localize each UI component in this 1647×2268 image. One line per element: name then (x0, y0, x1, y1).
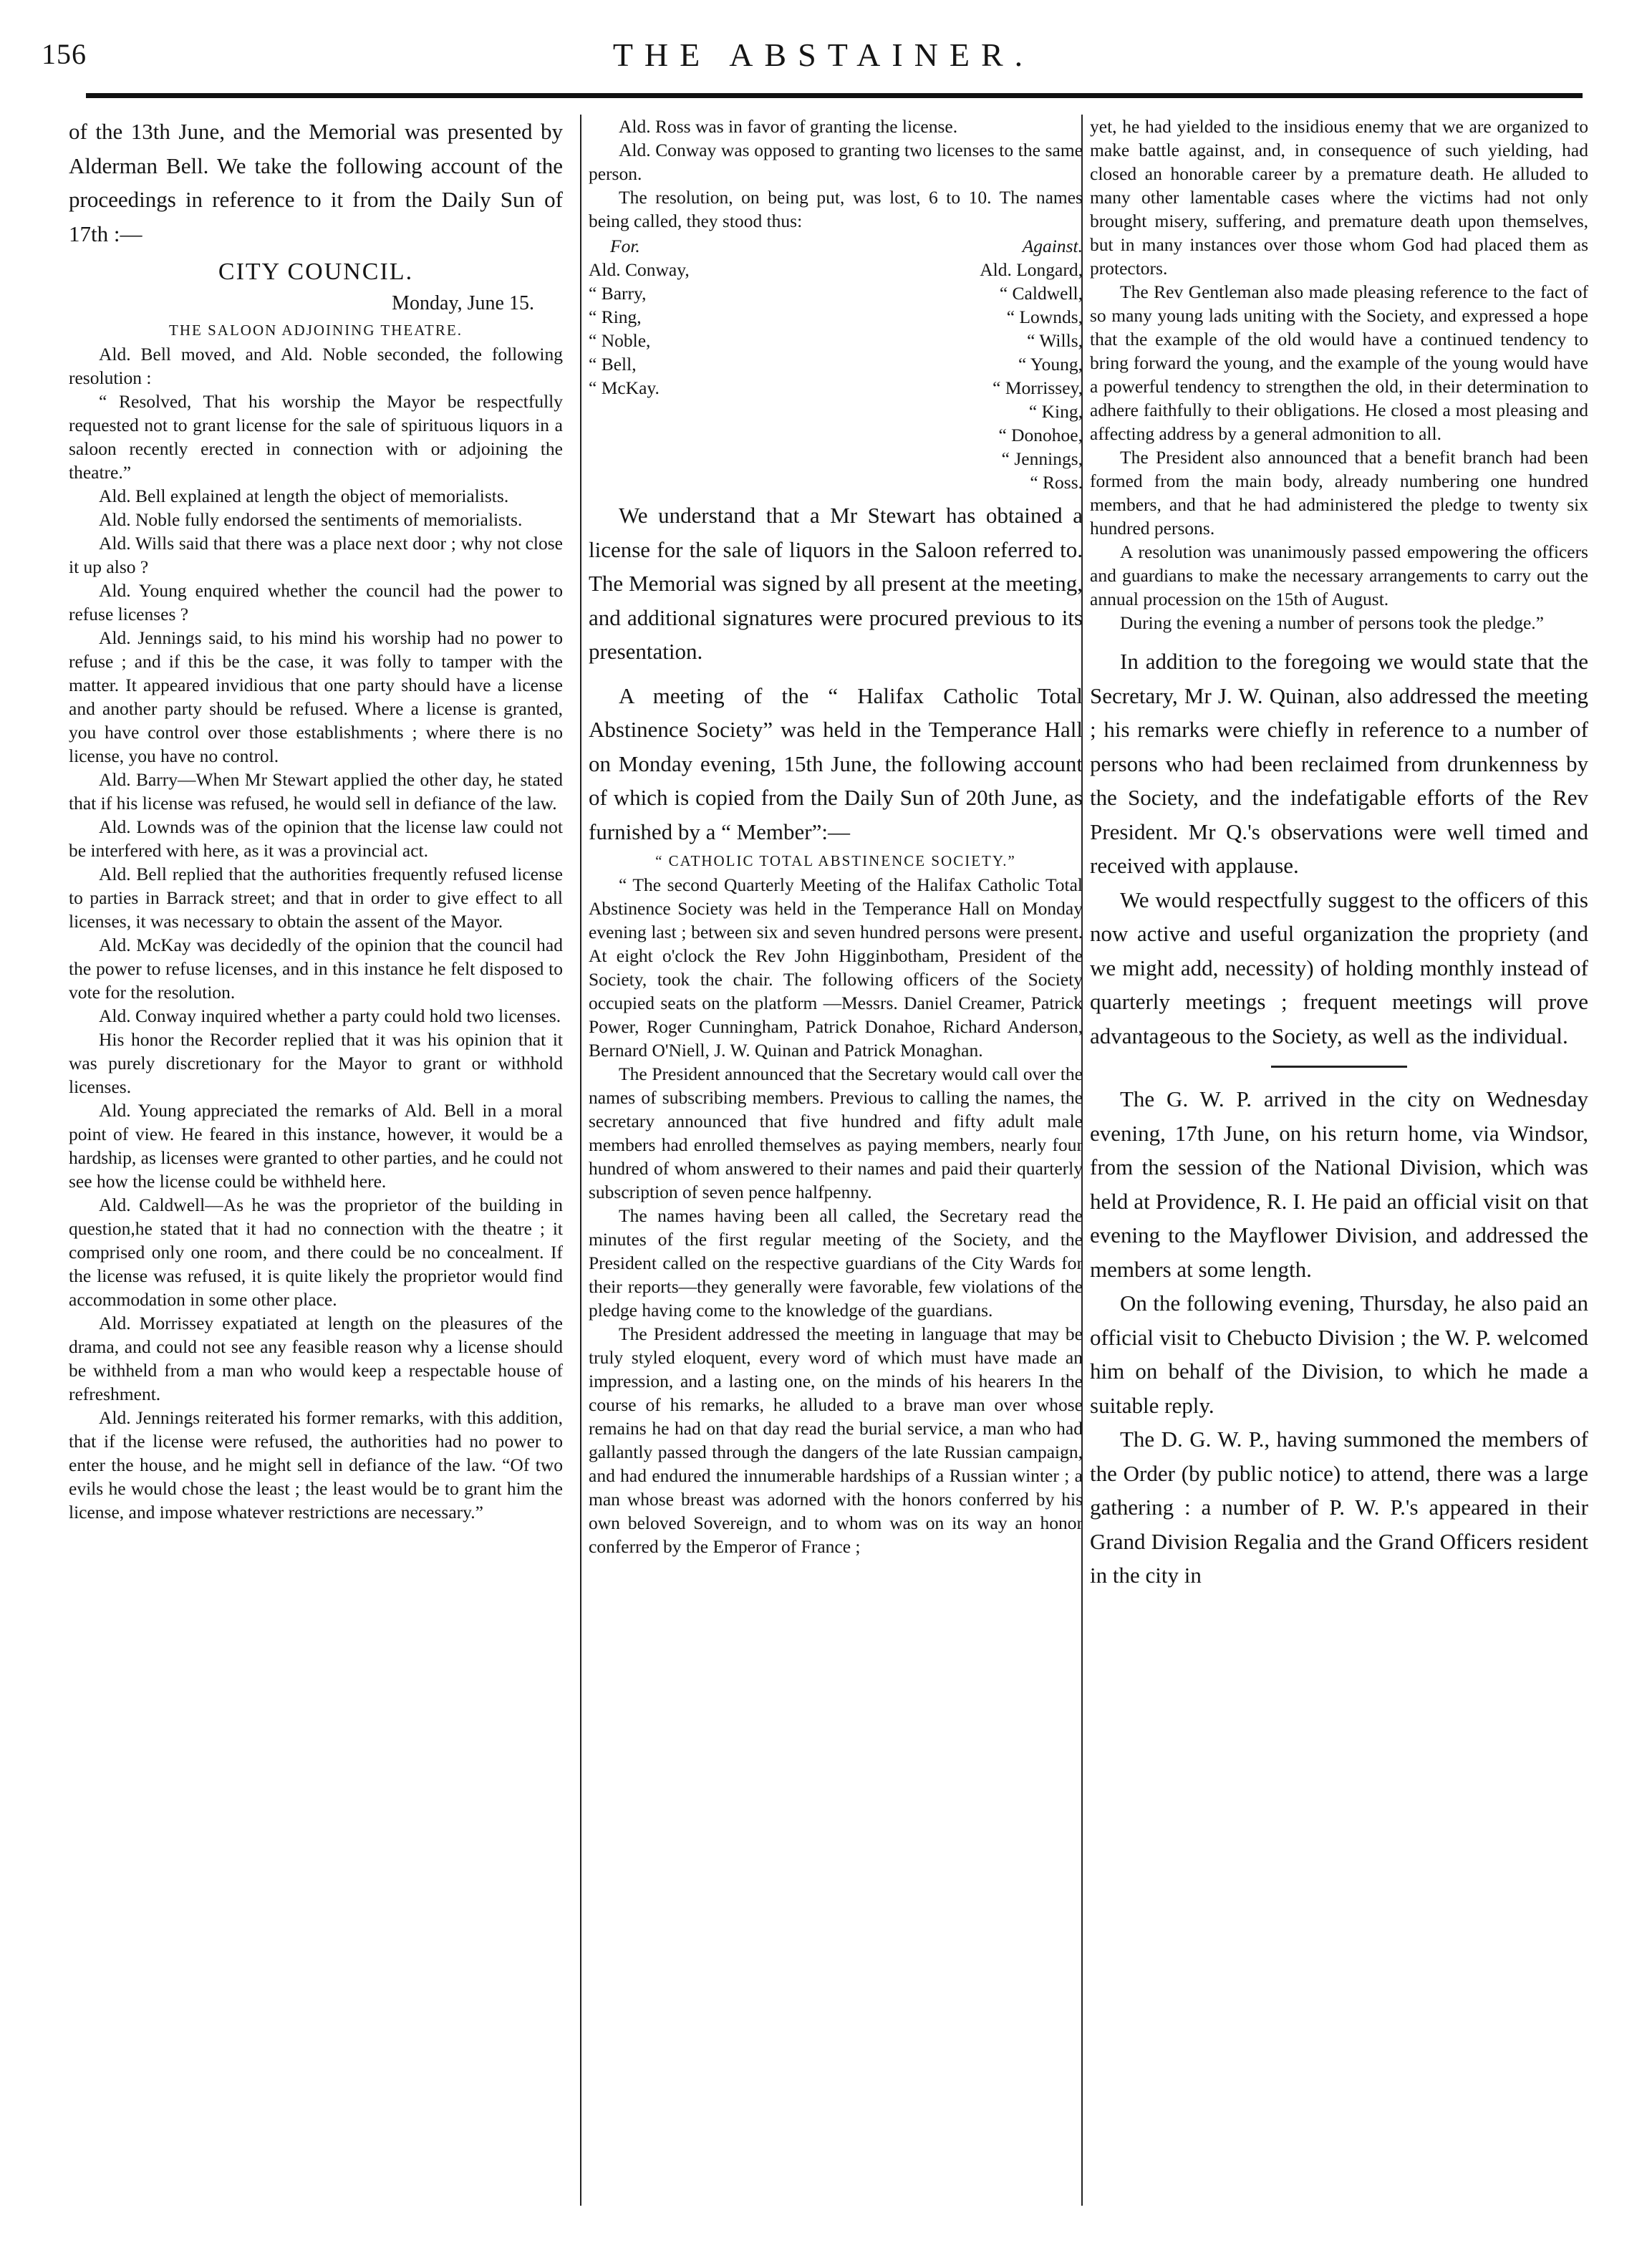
council-paragraph: Ald. Conway was opposed to granting two licenses to the same person. (589, 140, 1083, 184)
meeting-paragraph: yet, he had yielded to the insidious enemy that we are organized to make battle against, and, in consequence of such yielding, had closed an honorable career by a premature death. He alluded to many other lamentable cases where the victims had not only brought misery, suffering, and premature death upon themselves, but in many instances over those whom God had placed them as protectors. (1090, 116, 1588, 279)
meeting-paragraph: The President also announced that a benefit branch had been formed from the main body, already numbering one hundred members, and that he had administered the pledge to twenty six hundred persons. (1090, 447, 1588, 539)
gwp-paragraph: The G. W. P. arrived in the city on Wednesday evening, 17th June, on his return home, via Windsor, from the session of the National Division, which was held at Providence, R. I. He paid an official visit on that evening to the Mayflower Division, and addressed the members at some length. (1090, 1086, 1588, 1282)
column1-intro: of the 13th June, and the Memorial was presented by Alderman Bell. We take the following account of the proceedings in reference to it from the Daily Sun of 17th :— (69, 119, 563, 246)
meeting-paragraph: During the evening a number of persons took the pledge.” (1120, 612, 1545, 633)
column-2 (589, 115, 1083, 1558)
council-paragraph: Ald. Bell explained at length the object of memorialists. (99, 486, 509, 506)
vote-against-name: “ Caldwell, (999, 283, 1083, 304)
vote-for-name: “ Barry, (589, 283, 647, 304)
council-paragraph: Ald. Jennings reiterated his former remarks, with this addition, that if the license were refused, the authorities had no power to enter the house, and he might sell in defiance of the law. “Of two evils he would chose the least ; the least would be to grant him the license, and impose whatever restrictions are necessary.” (69, 1407, 563, 1523)
vote-for-name: “ Noble, (589, 330, 651, 351)
vote-against-name: “ Donohoe, (998, 425, 1083, 445)
gwp-paragraph: On the following evening, Thursday, he also paid an official visit to Chebucto Division ; the W. P. welcomed him on behalf of the Division, to which he made a suitable reply. (1090, 1290, 1588, 1418)
vote-against-name: “ King, (1028, 401, 1083, 422)
council-paragraph: “ Resolved, That his worship the Mayor be respectfully requested not to grant license for the sale of spirituous liquors in a saloon recently erected in connection with or adjoining the theatre.” (69, 391, 563, 483)
catholic-meeting-intro: A meeting of the “ Halifax Catholic Total Abstinence Society” was held in the Temperance Hall on Monday evening, 15th June, the following account of which is copied from the Daily Sun of 20th June, as furnished by a “ Member”:— (589, 682, 1083, 844)
council-paragraph: Ald. Conway inquired whether a party could hold two licenses. (99, 1005, 561, 1026)
council-paragraph: Ald. Young appreciated the remarks of Ald. Bell in a moral point of view. He feared in this instance, however, it would be a hardship, as licenses were granted to other parties, and he could not see how the license could be withheld here. (69, 1100, 563, 1192)
meeting-paragraph: A resolution was unanimously passed empowering the officers and guardians to make the necessary arrangements to carry out the annual procession on the 15th of August. (1090, 541, 1588, 609)
council-paragraph: Ald. McKay was decidedly of the opinion that the council had the power to refuse licenses, and in this instance he felt disposed to vote for the resolution. (69, 935, 563, 1003)
column-divider-1 (580, 115, 581, 2206)
vote-against-name: “ Jennings, (1001, 448, 1083, 469)
meeting-paragraph: The President addressed the meeting in language that may be truly styled eloquent, every word of which must have made an impression, and a lasting one, on the minds of his hearers In the course of his remarks, he alluded to a brave man over whose remains he had on that day read the burial service, a man who had gallantly passed through the dangers of the late Russian campaign, and had endured the innumerable hardships of a Russian winter ; a man whose breast was adorned with the honors conferred by his own beloved Sovereign, and to whom was on its way an honor conferred by the Emperor of France ; (589, 1323, 1083, 1557)
council-paragraph: Ald. Morrissey expatiated at length on the pleasures of the drama, and could not see any feasible reason why a license should be withheld from a man who would keep a respectable house of refreshment. (69, 1313, 563, 1404)
vote-against-name: Ald. Longard, (980, 259, 1083, 280)
vote-for-name: “ Bell, (589, 354, 637, 375)
spacer (1090, 634, 1588, 645)
council-paragraph: Ald. Ross was in favor of granting the license. (619, 116, 958, 137)
vote-against-column (846, 234, 1083, 494)
council-paragraph: Ald. Young enquired whether the council had the power to refuse licenses ? (69, 580, 563, 624)
stewart-license-note: We understand that a Mr Stewart has obtained a license for the sale of liquors in the Saloon referred to. The Memorial was signed by all present at the meeting, and additional signatures were procured previous to its presentation. (589, 503, 1083, 664)
meeting-paragraph: The Rev Gentleman also made pleasing reference to the fact of so many young lads uniting with the Society, and expressed a hope that the example of the old would have a continued tendency to bring forward the young, and the example of the young would have a powerful tendency to strengthen the old, in their determination to adhere faithfully to their obligations. He closed a most pleasing and affecting address by a general admonition to all. (1090, 281, 1588, 444)
meeting-paragraph: “ The second Quarterly Meeting of the Halifax Catholic Total Abstinence Society was held in the Temperance Hall on Monday evening last ; between six and seven hundred persons were present. At eight o'clock the Rev John Higginbotham, President of the Society, took the chair. The following officers of the Society occupied seats on the platform —Messrs. Daniel Creamer, Patrick Power, Roger Cunningham, Patrick Donahoe, Richard Anderson, Bernard O'Niell, J. W. Quinan and Patrick Monaghan. (589, 874, 1083, 1061)
column-1 (69, 115, 563, 1524)
gwp-paragraph: The D. G. W. P., having summoned the members of the Order (by public notice) to attend, there was a large gathering : a number of P. W. P.'s appeared in their Grand Division Regalia and the Grand Officers resident in the city in (1090, 1427, 1588, 1588)
saloon-subheading: THE SALOON ADJOINING THEATRE. (169, 322, 463, 339)
catholic-society-subheading: “ CATHOLIC TOTAL ABSTINENCE SOCIETY.” (655, 852, 1016, 869)
editorial-paragraph: We would respectfully suggest to the officers of this now active and useful organization the propriety (and we might add, necessity) of holding monthly instead of quarterly meetings ; frequent meetings will prove advantageous to the Society, as well as the individual. (1090, 887, 1588, 1048)
vote-against-name: “ Ross. (1030, 472, 1083, 493)
dateline: Monday, June 15. (392, 292, 534, 314)
council-paragraph: His honor the Recorder replied that it was his opinion that it was purely discretionary for the Mayor to grant or withhold licenses. (69, 1029, 563, 1097)
vote-table (589, 234, 1083, 494)
council-paragraph: Ald. Jennings said, to his mind his worship had no power to refuse ; and if this be the case, it was folly to tamper with the matter. It appeared invidious that one party should have a license and another party should be refused. Where a license is granted, you have control over those establishments ; where there is no license, you have no control. (69, 627, 563, 766)
column-3 (1090, 115, 1588, 1593)
council-paragraph: Ald. Barry—When Mr Stewart applied the other day, he stated that if his license was refused, he would sell in defiance of the law. (69, 769, 563, 814)
city-council-heading: CITY COUNCIL. (218, 259, 414, 285)
vote-for-name: “ Ring, (589, 307, 642, 327)
council-paragraph: Ald. Bell replied that the authorities frequently refused license to parties in Barrack street; and that in order to give effect to all licenses, it was necessary to obtain the assent of the Mayor. (69, 864, 563, 932)
header-rule (86, 93, 1583, 98)
council-paragraph: Ald. Noble fully endorsed the sentiments of memorialists. (99, 509, 523, 530)
vote-for-name: “ McKay. (589, 377, 660, 398)
section-separator (1271, 1066, 1407, 1068)
page-number: 156 (42, 38, 87, 70)
council-paragraph: Ald. Wills said that there was a place next door ; why not close it up also ? (69, 533, 563, 577)
vote-against-name: “ Lownds, (1006, 307, 1083, 327)
meeting-paragraph: The President announced that the Secretary would call over the names of subscribing members. Previous to calling the names, the secretary announced that five hundred and fifty adult male members had enrolled themselves as paying members, nearly four hundred of whom answered to their names and paid their quarterly subscription of seven pence halfpenny. (589, 1063, 1083, 1202)
vote-for-heading: For. (610, 236, 640, 256)
vote-against-name: “ Young, (1018, 354, 1083, 375)
vote-against-name: “ Morrissey, (992, 377, 1083, 398)
council-paragraph: The resolution, on being put, was lost, 6 to 10. The names being called, they stood thus: (589, 187, 1083, 231)
spacer (589, 669, 1083, 679)
council-paragraph: Ald. Bell moved, and Ald. Noble seconded, the following resolution : (69, 344, 563, 388)
vote-for-name: Ald. Conway, (589, 259, 690, 280)
vote-for-column (589, 234, 826, 494)
meeting-paragraph: The names having been all called, the Secretary read the minutes of the first regular meeting of the Society, and the President called on the respective guardians of the City Wards for their reports—they generally were favorable, few violations of the pledge having come to the knowledge of the guardians. (589, 1205, 1083, 1321)
vote-against-name: “ Wills, (1027, 330, 1083, 351)
council-paragraph: Ald. Caldwell—As he was the proprietor of the building in question,he stated that it had no connection with the theatre ; it comprised only one room, and there could be no concealment. If the license was refused, it is quite likely the proprietor would find accommodation in some other place. (69, 1195, 563, 1310)
editorial-paragraph: In addition to the foregoing we would state that the Secretary, Mr J. W. Quinan, also addressed the meeting ; his remarks were chiefly in reference to a number of persons who had been reclaimed from drunkenness by the Society, and the indefatigable efforts of the Rev President. Mr Q.'s observations were well timed and received with applause. (1090, 649, 1588, 878)
council-paragraph: Ald. Lownds was of the opinion that the license law could not be interfered with here, as it was a provincial act. (69, 816, 563, 861)
vote-against-heading: Against. (1022, 236, 1083, 256)
publication-title: THE ABSTAINER. (612, 37, 1035, 73)
